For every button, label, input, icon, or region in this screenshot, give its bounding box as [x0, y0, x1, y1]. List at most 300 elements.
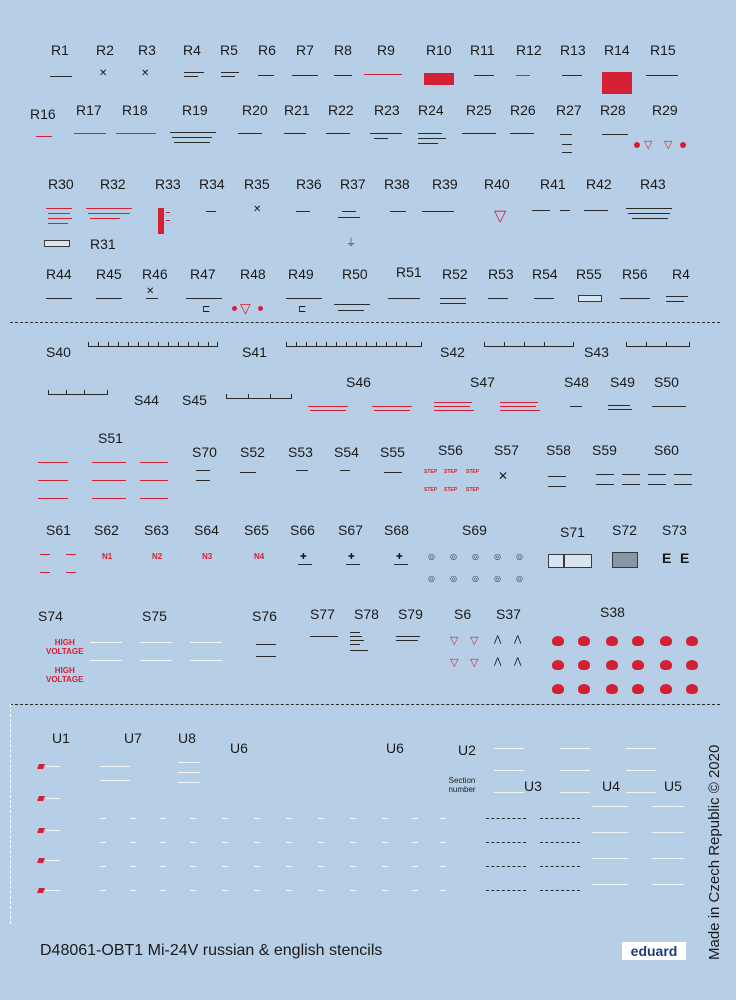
- label-s61: S61: [46, 522, 71, 538]
- stencil-r4-repeat-line2: [666, 301, 684, 302]
- stencil-u2-1: [494, 748, 524, 749]
- number-mark-u6-25: [100, 866, 106, 867]
- label-s70: S70: [192, 444, 217, 460]
- stencil-s58-line2: [548, 486, 566, 487]
- high-voltage-line-4: VOLTAGE: [46, 675, 84, 684]
- stencil-r46: [146, 298, 158, 299]
- stencil-u3-b3: [540, 866, 580, 867]
- stencil-r32-line2: [88, 213, 130, 214]
- number-mark-u6-42: [254, 890, 260, 891]
- label-r6: R6: [258, 42, 276, 58]
- stencil-r30-line2: [48, 213, 70, 214]
- number-mark-u6-18: [254, 842, 260, 843]
- red-triangle-r48: ▽: [240, 300, 251, 316]
- number-mark-u6-47: [412, 890, 418, 891]
- stencil-s78: [350, 632, 360, 633]
- label-r23: R23: [374, 102, 400, 118]
- stencil-s77: [310, 636, 338, 637]
- dial-s69-4: ◎: [494, 552, 501, 561]
- dial-s69-9: ◎: [494, 574, 501, 583]
- label-r53: R53: [488, 266, 514, 282]
- stencil-s61-d: [66, 572, 76, 573]
- label-s59: S59: [592, 442, 617, 458]
- placard-s71-b: [564, 554, 592, 568]
- label-s37: S37: [496, 606, 521, 622]
- stencil-r19-line2: [172, 137, 212, 138]
- stencil-u2-3: [494, 792, 524, 793]
- stencil-s59-d: [622, 484, 640, 485]
- sheet-title: D48061-OBT1 Mi-24V russian & english stencils: [40, 942, 383, 959]
- stencil-r18: [116, 133, 156, 134]
- stencil-s46-b-line2: [374, 410, 410, 411]
- stencil-r41-2: [560, 210, 570, 211]
- stencil-r33-line2: [166, 220, 170, 221]
- stencil-s60-c: [648, 484, 666, 485]
- stencil-s51-b: [92, 462, 126, 463]
- stencil-s51-e: [92, 480, 126, 481]
- stencil-r32: [86, 208, 132, 209]
- stencil-s48: [570, 406, 582, 407]
- placard-s72: [612, 552, 638, 568]
- section-divider-russian-english: [10, 322, 720, 323]
- step-stencil-4: STEP: [424, 487, 438, 493]
- label-s71: S71: [560, 524, 585, 540]
- number-mark-u6-13: [100, 842, 106, 843]
- label-r25: R25: [466, 102, 492, 118]
- number-mark-u6-44: [318, 890, 324, 891]
- bracket-mark-s73-b: E: [680, 550, 690, 566]
- stencil-r45: [96, 298, 122, 299]
- stencil-r50: [334, 304, 370, 305]
- stencil-u1-4: [46, 860, 60, 861]
- stencil-u3-3: [486, 866, 526, 867]
- stencil-n4: N4: [254, 552, 265, 561]
- stencil-s78-line4: [350, 644, 360, 645]
- label-r50: R50: [342, 266, 368, 282]
- red-flag-u1-3: [37, 828, 45, 833]
- label-s56: S56: [438, 442, 463, 458]
- stencil-s51-d: [38, 480, 68, 481]
- label-s41: S41: [242, 344, 267, 360]
- plus-mark-s66: ✚: [300, 552, 307, 561]
- stencil-s60-d: [674, 484, 692, 485]
- stencil-s78-line5: [350, 650, 368, 651]
- red-panel-r10: [424, 73, 454, 85]
- stencil-r27: [560, 134, 572, 135]
- stencil-s75-b: [140, 642, 172, 643]
- red-emblem-s38-7: [552, 660, 564, 670]
- stencil-r56: [620, 298, 650, 299]
- red-emblem-s38-11: [660, 660, 672, 670]
- stencil-r24: [418, 133, 442, 134]
- cross-mark-s57: ✕: [498, 469, 509, 483]
- stencil-s49: [608, 405, 630, 406]
- stencil-s78-line2: [350, 636, 362, 637]
- stencil-r39: [422, 211, 454, 212]
- label-r44: R44: [46, 266, 72, 282]
- stencil-r43: [626, 208, 672, 209]
- stencil-s51-h: [92, 498, 126, 499]
- red-triangle-r40: ▽: [494, 208, 507, 225]
- stencil-s55: [384, 472, 402, 473]
- stencil-s78-line3: [350, 640, 364, 641]
- stencil-r42: [584, 210, 608, 211]
- plus-mark-s68: ✚: [396, 552, 403, 561]
- label-s77: S77: [310, 606, 335, 622]
- stencil-s46: [308, 406, 348, 407]
- label-u3: U3: [524, 778, 542, 794]
- stencil-s50: [652, 406, 686, 407]
- red-flag-u1-5: [37, 888, 45, 893]
- label-s76: S76: [252, 608, 277, 624]
- ground-symbol-r37: ⏚: [346, 238, 356, 249]
- stencil-r47: [186, 298, 222, 299]
- step-stencil-1: STEP: [424, 469, 438, 475]
- red-triangle-r29-2: ▽: [664, 139, 673, 151]
- dial-s69-10: ◎: [516, 574, 523, 583]
- dial-s69-5: ◎: [516, 552, 523, 561]
- label-s43: S43: [584, 344, 609, 360]
- number-mark-u6-2: [130, 818, 136, 819]
- label-s52: S52: [240, 444, 265, 460]
- stencil-s76-b: [256, 656, 276, 657]
- stencil-r37: [342, 211, 356, 212]
- label-s64: S64: [194, 522, 219, 538]
- stencil-s75-d: [90, 660, 122, 661]
- ruler-stencil-s45: [226, 392, 292, 399]
- red-triangle-s6-c: ▽: [450, 657, 459, 669]
- stencil-r43-line3: [632, 218, 668, 219]
- red-emblem-s38-2: [578, 636, 590, 646]
- stencil-r19-line3: [174, 142, 210, 143]
- number-mark-u6-37: [100, 890, 106, 891]
- stencil-r17: [74, 133, 106, 134]
- arrow-mark-s37-c: ⋀: [494, 656, 502, 666]
- high-voltage-stencil-1: [46, 638, 83, 656]
- stencil-s54: [340, 470, 350, 471]
- stencil-r28: [602, 134, 628, 135]
- number-mark-u6-5: [222, 818, 228, 819]
- step-stencil-6: STEP: [466, 487, 480, 493]
- number-mark-u6-9: [350, 818, 356, 819]
- label-r7: R7: [296, 42, 314, 58]
- number-mark-u6-21: [350, 842, 356, 843]
- label-r1: R1: [51, 42, 69, 58]
- label-r35: R35: [244, 176, 270, 192]
- stencil-u5-4: [652, 884, 684, 885]
- stencil-u4-1: [592, 806, 628, 807]
- label-r27: R27: [556, 102, 582, 118]
- number-mark-u6-7: [286, 818, 292, 819]
- stencil-r26: [510, 133, 534, 134]
- stencil-r50-line2: [338, 310, 364, 311]
- label-r11: R11: [470, 42, 495, 58]
- red-triangle-s6-b: ▽: [470, 635, 479, 647]
- stencil-s46-line2: [310, 410, 346, 411]
- label-r28: R28: [600, 102, 626, 118]
- stencil-u8-2: [178, 772, 200, 773]
- stencil-s79: [396, 636, 420, 637]
- stencil-u3-2: [486, 842, 526, 843]
- ruler-stencil-s44: [48, 388, 108, 395]
- stencil-r4-line2: [184, 76, 198, 77]
- stencil-n2: N2: [152, 552, 163, 561]
- stencil-r30: [46, 208, 72, 209]
- stencil-r36: [296, 211, 310, 212]
- red-block-r33: [158, 208, 164, 234]
- red-emblem-s38-17: [660, 684, 672, 694]
- label-r55: R55: [576, 266, 602, 282]
- number-mark-u6-30: [254, 866, 260, 867]
- label-r39: R39: [432, 176, 458, 192]
- label-r43: R43: [640, 176, 666, 192]
- step-stencil-5: STEP: [444, 487, 458, 493]
- stencil-r52: [440, 298, 466, 299]
- label-r5: R5: [220, 42, 238, 58]
- stencil-u3-1: [486, 818, 526, 819]
- label-r51: R51: [396, 264, 422, 280]
- dial-s69-1: ◎: [428, 552, 435, 561]
- label-s79: S79: [398, 606, 423, 622]
- stencil-u1-1: [46, 766, 60, 767]
- stencil-s61-c: [40, 572, 50, 573]
- number-mark-u6-40: [190, 890, 196, 891]
- label-s58: S58: [546, 442, 571, 458]
- stencil-r30-line3: [48, 218, 72, 219]
- stencil-u2-b1: [560, 748, 590, 749]
- label-s62: S62: [94, 522, 119, 538]
- number-mark-u6-36: [440, 866, 446, 867]
- stencil-u8-3: [178, 782, 200, 783]
- red-dot-r29-2: [680, 142, 686, 148]
- section-number-note: [442, 776, 482, 794]
- stencil-r7: [292, 75, 318, 76]
- number-mark-u6-20: [318, 842, 324, 843]
- dial-s69-7: ◎: [450, 574, 457, 583]
- label-s48: S48: [564, 374, 589, 390]
- stencil-s59: [596, 474, 614, 475]
- stencil-s76: [256, 644, 276, 645]
- label-r36: R36: [296, 176, 322, 192]
- label-s53: S53: [288, 444, 313, 460]
- label-r41: R41: [540, 176, 566, 192]
- number-mark-u6-43: [286, 890, 292, 891]
- stencil-u5-3: [652, 858, 684, 859]
- stencil-r55-box: [578, 295, 602, 302]
- stencil-u2-b3: [560, 792, 590, 793]
- stencil-r8: [334, 75, 352, 76]
- red-emblem-s38-1: [552, 636, 564, 646]
- stencil-r4-repeat: [666, 296, 688, 297]
- label-r17: R17: [76, 102, 102, 118]
- red-emblem-s38-10: [632, 660, 644, 670]
- label-r48: R48: [240, 266, 266, 282]
- stencil-r43-line2: [628, 213, 670, 214]
- stencil-s51: [38, 462, 68, 463]
- stencil-s75-e: [140, 660, 172, 661]
- number-mark-u6-38: [130, 890, 136, 891]
- number-mark-u6-27: [160, 866, 166, 867]
- stencil-r22: [326, 133, 350, 134]
- stencil-r31-box: [44, 240, 70, 247]
- stencil-n3: N3: [202, 552, 213, 561]
- cross-mark-r46: ✕: [146, 286, 155, 297]
- stencil-s47-line3: [434, 410, 474, 411]
- red-dot-r48-2: [258, 306, 263, 311]
- stencil-r24-line3: [418, 143, 438, 144]
- stencil-r51: [388, 298, 420, 299]
- number-mark-u6-32: [318, 866, 324, 867]
- stencil-s47: [434, 402, 472, 403]
- stencil-r23-line2: [374, 138, 388, 139]
- stencil-r12: [516, 75, 530, 76]
- label-s66: S66: [290, 522, 315, 538]
- label-r24: R24: [418, 102, 444, 118]
- stencil-r25: [462, 133, 496, 134]
- cross-mark-r35: ✕: [253, 204, 262, 215]
- number-mark-u6-23: [412, 842, 418, 843]
- red-triangle-r29: ▽: [644, 139, 653, 151]
- stencil-s66: [298, 564, 312, 565]
- label-u1: U1: [52, 730, 70, 746]
- label-r2: R2: [96, 42, 114, 58]
- label-r30: R30: [48, 176, 74, 192]
- stencil-u3-4: [486, 890, 526, 891]
- number-mark-u6-34: [382, 866, 388, 867]
- label-s51: S51: [98, 430, 123, 446]
- label-r13: R13: [560, 42, 586, 58]
- cross-mark-r2: ✕: [99, 68, 108, 79]
- label-s69: S69: [462, 522, 487, 538]
- stencil-s67: [346, 564, 360, 565]
- red-triangle-s6: ▽: [450, 635, 459, 647]
- label-r45: R45: [96, 266, 122, 282]
- red-dot-r29: [634, 142, 640, 148]
- stencil-s51-g: [38, 498, 68, 499]
- number-mark-u6-28: [190, 866, 196, 867]
- number-mark-u6-14: [130, 842, 136, 843]
- label-r49: R49: [288, 266, 314, 282]
- stencil-r16: [36, 136, 52, 137]
- stencil-u2-c1: [626, 748, 656, 749]
- number-mark-u6-39: [160, 890, 166, 891]
- stencil-s53: [296, 470, 308, 471]
- stencil-s70-line2: [196, 480, 210, 481]
- label-r46: R46: [142, 266, 168, 282]
- label-r10: R10: [426, 42, 452, 58]
- stencil-r53: [488, 298, 508, 299]
- stencil-r4: [184, 72, 204, 73]
- stencil-u8-1: [178, 762, 200, 763]
- stencil-s60-b: [674, 474, 692, 475]
- label-r32: R32: [100, 176, 126, 192]
- red-emblem-s38-8: [578, 660, 590, 670]
- label-r15: R15: [650, 42, 676, 58]
- high-voltage-line-1: HIGH: [54, 638, 75, 647]
- stencil-r5-line2: [221, 76, 235, 77]
- stencil-r27-line3: [562, 152, 572, 153]
- label-s40: S40: [46, 344, 71, 360]
- stencil-u1-5: [46, 890, 60, 891]
- label-r31: R31: [90, 236, 116, 252]
- label-s63: S63: [144, 522, 169, 538]
- label-s57: S57: [494, 442, 519, 458]
- label-r19: R19: [182, 102, 208, 118]
- step-stencil-3: STEP: [466, 469, 480, 475]
- label-r56: R56: [622, 266, 648, 282]
- label-s67: S67: [338, 522, 363, 538]
- stencil-u4-2: [592, 832, 628, 833]
- stencil-s79-line2: [396, 640, 418, 641]
- stencil-r49: [286, 298, 322, 299]
- bracket-mark-s73: E: [662, 550, 672, 566]
- number-mark-u6-33: [350, 866, 356, 867]
- label-r22: R22: [328, 102, 354, 118]
- red-emblem-s38-9: [606, 660, 618, 670]
- high-voltage-line-2: VOLTAGE: [46, 647, 84, 656]
- number-mark-u6-48: [440, 890, 446, 891]
- label-u6-left: U6: [230, 740, 248, 756]
- stencil-s47-b: [500, 402, 538, 403]
- label-u2: U2: [458, 742, 476, 758]
- label-r18: R18: [122, 102, 148, 118]
- stencil-s75-f: [190, 660, 222, 661]
- label-r29: R29: [652, 102, 678, 118]
- bracket-mark-r49: ⊏: [298, 304, 307, 315]
- stencil-u2-c3: [626, 792, 656, 793]
- stencil-u2-2: [494, 770, 524, 771]
- high-voltage-stencil-2: [46, 666, 83, 684]
- label-r38: R38: [384, 176, 410, 192]
- stencil-r24-line2: [418, 138, 446, 139]
- plus-mark-s67: ✚: [348, 552, 355, 561]
- section-number-line-1: Section: [448, 776, 476, 785]
- stencil-r9: [364, 74, 402, 75]
- red-triangle-s6-d: ▽: [470, 657, 479, 669]
- stencil-u7-1: [100, 766, 130, 767]
- stencil-s52: [240, 472, 256, 473]
- label-s60: S60: [654, 442, 679, 458]
- stencil-s51-i: [140, 498, 168, 499]
- label-s65: S65: [244, 522, 269, 538]
- stencil-r5: [221, 72, 239, 73]
- stencil-n1: N1: [102, 552, 113, 561]
- label-s42: S42: [440, 344, 465, 360]
- number-mark-u6-26: [130, 866, 136, 867]
- red-flag-u1-4: [37, 858, 45, 863]
- red-emblem-s38-12: [686, 660, 698, 670]
- placard-s71: [548, 554, 564, 568]
- stencil-u1-2: [46, 798, 60, 799]
- stencil-r19: [170, 132, 216, 133]
- made-in-notice: Made in Czech Republic © 2020: [706, 744, 723, 960]
- dial-s69-6: ◎: [428, 574, 435, 583]
- label-s74: S74: [38, 608, 63, 624]
- label-r20: R20: [242, 102, 268, 118]
- red-emblem-s38-13: [552, 684, 564, 694]
- stencil-s49-line2: [608, 409, 632, 410]
- label-s54: S54: [334, 444, 359, 460]
- label-s46: S46: [346, 374, 371, 390]
- stencil-u3-b4: [540, 890, 580, 891]
- stencil-u1-3: [46, 830, 60, 831]
- cross-mark-r3: ✕: [141, 68, 150, 79]
- dial-s69-3: ◎: [472, 552, 479, 561]
- stencil-s58: [548, 476, 566, 477]
- stencil-r37-line2: [338, 217, 360, 218]
- label-r8: R8: [334, 42, 352, 58]
- stencil-r20: [238, 133, 262, 134]
